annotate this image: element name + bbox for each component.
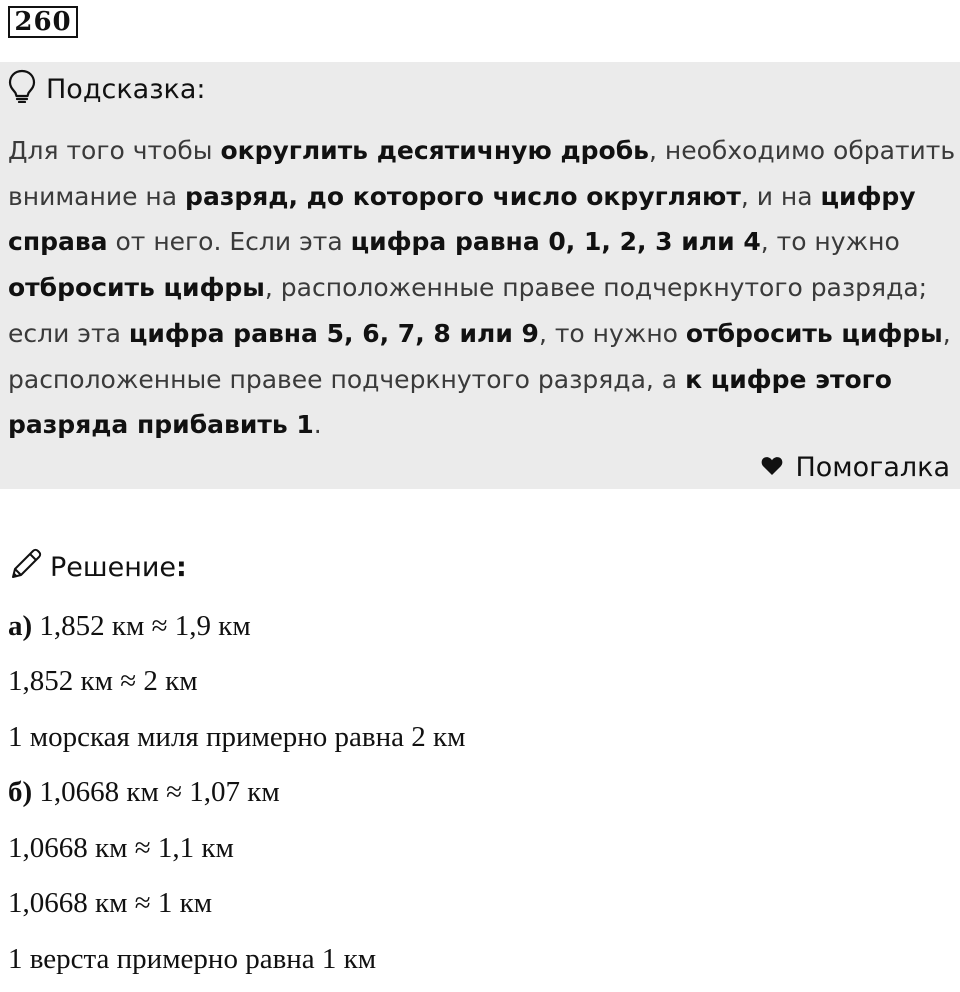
hint-line	[8, 357, 952, 403]
hint-bold-text: цифра равна 5, 6, 7, 8 или 9	[128, 318, 539, 348]
solution-line	[8, 828, 234, 868]
solution-text: 1 морская миля примерно равна 2 км	[8, 721, 466, 753]
hint-box	[0, 62, 960, 489]
solution-text: 1,0668 км ≈ 1 км	[8, 887, 213, 919]
solution-text: 1 верста примерно равна 1 км	[8, 943, 377, 975]
hint-text-run: ,	[942, 318, 951, 348]
solution-line	[8, 883, 212, 923]
hint-header	[8, 72, 206, 106]
hint-text-run: , то нужно	[538, 318, 686, 348]
hint-text-run: , расположенные правее подчеркнутого разряда;	[264, 273, 928, 303]
hint-bold-text: цифру	[820, 181, 916, 211]
hint-line	[8, 265, 952, 311]
pencil-icon	[8, 546, 50, 589]
item-label: б)	[8, 776, 33, 808]
solution-text: 1,0668 км ≈ 1,07 км	[32, 776, 280, 808]
hint-line	[8, 219, 952, 265]
hint-text-run: расположенные правее подчеркнутого разряда, а	[8, 364, 686, 394]
solution-text: 1,852 км ≈ 2 км	[8, 665, 198, 697]
solution-header	[8, 549, 187, 585]
hint-text-run: если эта	[8, 318, 129, 348]
hint-text-run: , необходимо обратить	[648, 136, 956, 165]
hint-line	[8, 174, 952, 220]
solution-line	[8, 717, 465, 757]
hint-text-run: от него. Если эта	[107, 227, 351, 257]
task-number: 260	[8, 6, 78, 38]
hint-bold-text: отбросить цифры	[685, 318, 943, 348]
solution-line	[8, 939, 376, 979]
solution-text: 1,852 км ≈ 1,9 км	[32, 610, 251, 642]
item-label: а)	[8, 610, 33, 642]
hint-text-run: , то нужно	[760, 227, 900, 257]
solution-text: 1,0668 км ≈ 1,1 км	[8, 832, 234, 864]
solution-title: Решение	[50, 551, 177, 583]
hint-text	[8, 128, 956, 448]
source-label: Помогалка	[795, 451, 950, 483]
hint-text-run: .	[313, 410, 322, 440]
solution-colon: :	[176, 551, 187, 583]
lightbulb-icon	[8, 69, 46, 110]
hint-text-run: Для того чтобы	[8, 136, 221, 165]
hint-bold-text: к цифре этого	[685, 364, 892, 394]
solution-line	[8, 772, 280, 812]
source-credit	[761, 449, 950, 485]
hint-title: Подсказка:	[46, 73, 206, 105]
hint-line	[8, 311, 952, 357]
hint-bold-text: округлить десятичную дробь	[220, 136, 649, 165]
hint-text-run: , и на	[740, 181, 821, 211]
hint-bold-text: разряда прибавить 1	[8, 410, 314, 440]
solution-line	[8, 606, 251, 646]
hint-text-run: внимание на	[8, 181, 186, 211]
hint-line	[8, 402, 952, 448]
hint-bold-text: отбросить цифры	[8, 273, 265, 303]
hint-line	[8, 128, 956, 174]
hint-bold-text: справа	[8, 227, 108, 257]
solution-line	[8, 661, 198, 701]
hint-bold-text: цифра равна 0, 1, 2, 3 или 4	[350, 227, 761, 257]
hint-bold-text: разряд, до которого число округляют	[185, 181, 741, 211]
heart-icon	[761, 452, 795, 483]
